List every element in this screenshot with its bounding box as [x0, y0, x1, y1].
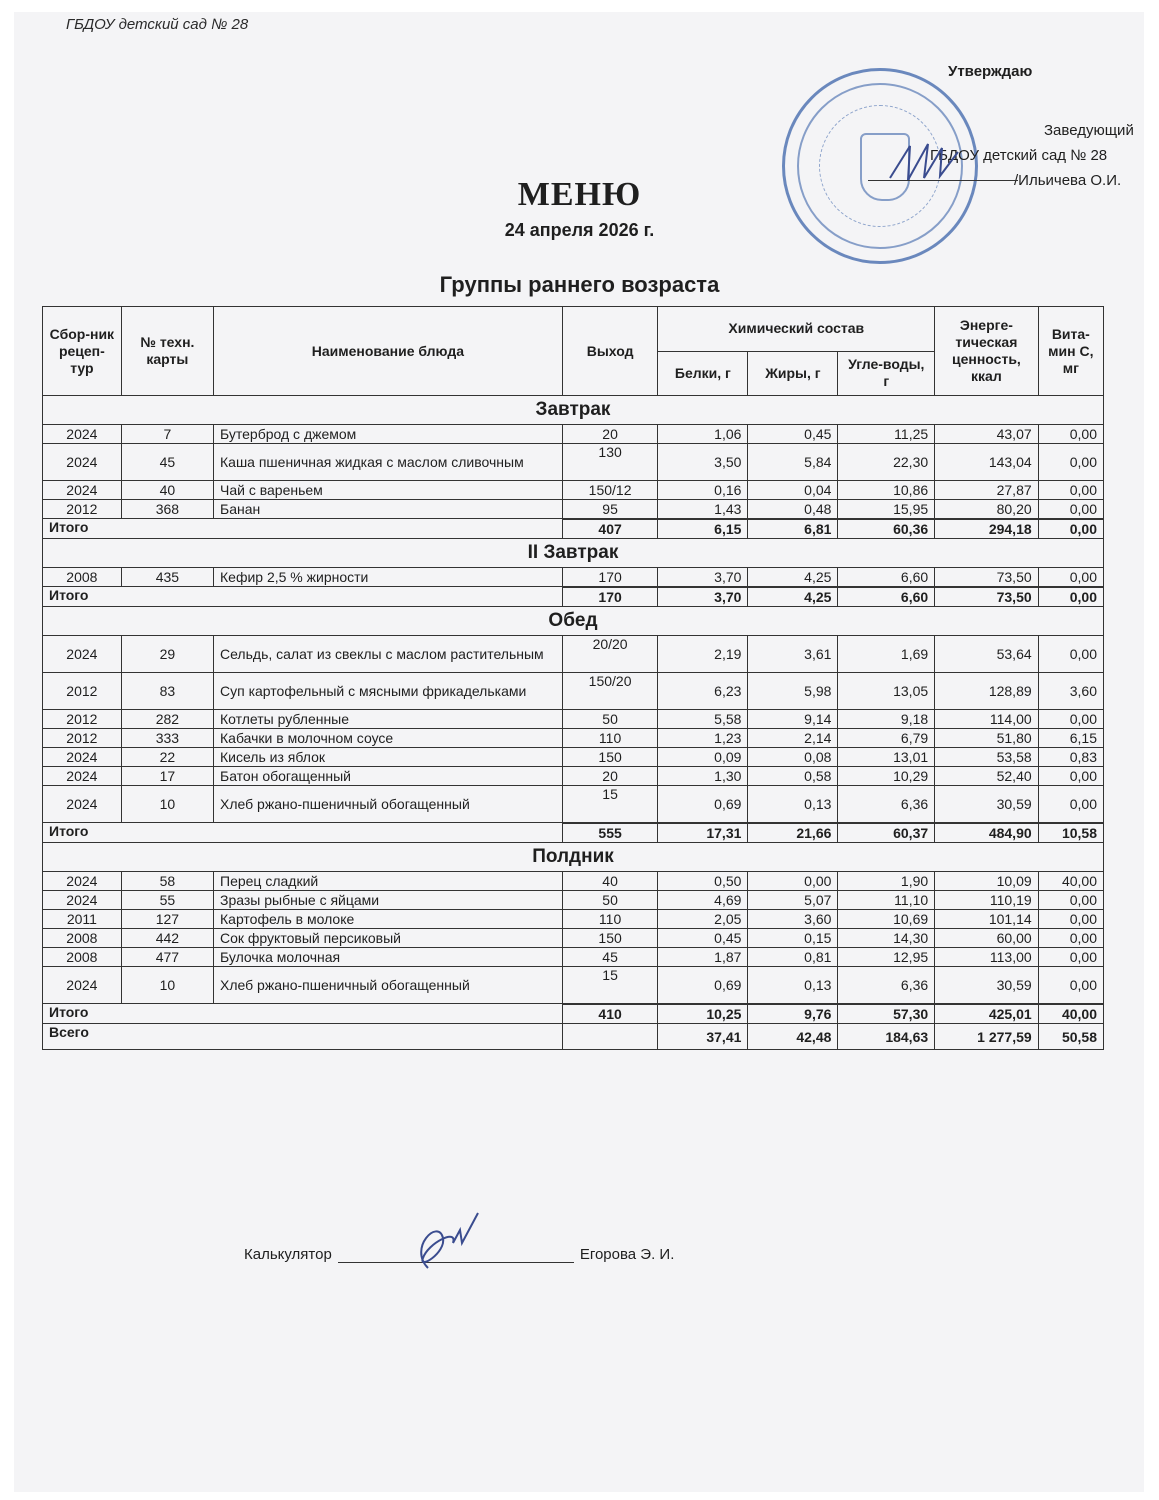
- tech-card-cell: 58: [121, 872, 213, 891]
- vitamin-c-cell: 40,00: [1038, 872, 1103, 891]
- dish-name-cell: Кефир 2,5 % жирности: [214, 568, 563, 587]
- tech-card-cell: 83: [121, 673, 213, 710]
- vitamin-c-cell: 0,00: [1038, 425, 1103, 444]
- output-cell: 95: [562, 500, 658, 519]
- total-carbs-cell: 60,36: [838, 520, 935, 539]
- vitamin-c-cell: 0,00: [1038, 481, 1103, 500]
- recipe-collection-cell: 2024: [43, 748, 122, 767]
- total-protein-cell: 17,31: [658, 824, 748, 843]
- total-protein-cell: 10,25: [658, 1005, 748, 1024]
- tech-card-cell: 45: [121, 444, 213, 481]
- tech-card-cell: 7: [121, 425, 213, 444]
- total-protein-cell: 6,15: [658, 520, 748, 539]
- protein-cell: 4,69: [658, 891, 748, 910]
- recipe-collection-cell: 2024: [43, 872, 122, 891]
- output-cell: 40: [562, 872, 658, 891]
- protein-cell: 3,70: [658, 568, 748, 587]
- meal-section-title: Завтрак: [43, 396, 1104, 425]
- total-carbs-cell: 6,60: [838, 588, 935, 607]
- recipe-collection-cell: 2012: [43, 710, 122, 729]
- subtotal-label: Итого: [43, 823, 563, 843]
- carbs-cell: 12,95: [838, 948, 935, 967]
- recipe-collection-cell: 2024: [43, 767, 122, 786]
- output-cell: 20: [562, 767, 658, 786]
- meal-section-title: Обед: [43, 607, 1104, 636]
- output-cell: 45: [562, 948, 658, 967]
- energy-cell: 101,14: [935, 910, 1039, 929]
- header-fat: Жиры, г: [748, 351, 838, 396]
- carbs-cell: 14,30: [838, 929, 935, 948]
- protein-cell: 3,50: [658, 444, 748, 481]
- output-cell: 130: [562, 444, 658, 481]
- energy-cell: 53,64: [935, 636, 1039, 673]
- protein-cell: 2,05: [658, 910, 748, 929]
- vitamin-c-cell: 0,00: [1038, 767, 1103, 786]
- carbs-cell: 10,29: [838, 767, 935, 786]
- header-vitamin-c: Вита-мин С, мг: [1038, 307, 1103, 396]
- protein-cell: 0,09: [658, 748, 748, 767]
- energy-cell: 30,59: [935, 786, 1039, 823]
- dish-name-cell: Булочка молочная: [214, 948, 563, 967]
- total-vitamin-c-cell: 10,58: [1038, 824, 1103, 843]
- carbs-cell: 22,30: [838, 444, 935, 481]
- total-energy-cell: 425,01: [935, 1005, 1039, 1024]
- dish-name-cell: Котлеты рубленные: [214, 710, 563, 729]
- output-cell: 20: [562, 425, 658, 444]
- output-cell: 20/20: [562, 636, 658, 673]
- header-tech-card: № техн. карты: [121, 307, 213, 396]
- tech-card-cell: 10: [121, 967, 213, 1004]
- dish-name-cell: Батон обогащенный: [214, 767, 563, 786]
- fat-cell: 5,07: [748, 891, 838, 910]
- fat-cell: 0,04: [748, 481, 838, 500]
- calculator-name: Егорова Э. И.: [579, 1246, 675, 1263]
- recipe-collection-cell: 2024: [43, 967, 122, 1004]
- carbs-cell: 15,95: [838, 500, 935, 519]
- output-cell: 110: [562, 910, 658, 929]
- menu-table: [42, 306, 1104, 1050]
- tech-card-cell: 10: [121, 786, 213, 823]
- energy-cell: 27,87: [935, 481, 1039, 500]
- protein-cell: 1,87: [658, 948, 748, 967]
- grand-total-fat-cell: 42,48: [748, 1024, 838, 1050]
- dish-name-cell: Хлеб ржано-пшеничный обогащенный: [214, 967, 563, 1004]
- menu-table-body: [43, 396, 1104, 1050]
- total-fat-cell: 21,66: [748, 824, 838, 843]
- recipe-collection-cell: 2024: [43, 481, 122, 500]
- carbs-cell: 6,36: [838, 786, 935, 823]
- approve-label: Утверждаю: [948, 63, 1033, 80]
- tech-card-cell: 29: [121, 636, 213, 673]
- vitamin-c-cell: 0,00: [1038, 568, 1103, 587]
- dish-name-cell: Чай с вареньем: [214, 481, 563, 500]
- recipe-collection-cell: 2024: [43, 891, 122, 910]
- total-output-cell: 410: [562, 1005, 658, 1024]
- tech-card-cell: 442: [121, 929, 213, 948]
- dish-name-cell: Банан: [214, 500, 563, 519]
- carbs-cell: 6,79: [838, 729, 935, 748]
- protein-cell: 0,50: [658, 872, 748, 891]
- energy-cell: 110,19: [935, 891, 1039, 910]
- tech-card-cell: 40: [121, 481, 213, 500]
- dish-name-cell: Кабачки в молочном соусе: [214, 729, 563, 748]
- tech-card-cell: 477: [121, 948, 213, 967]
- recipe-collection-cell: 2012: [43, 500, 122, 519]
- dish-row: [43, 748, 1104, 767]
- vitamin-c-cell: 0,00: [1038, 948, 1103, 967]
- carbs-cell: 10,86: [838, 481, 935, 500]
- output-cell: 15: [562, 786, 658, 823]
- vitamin-c-cell: 0,00: [1038, 929, 1103, 948]
- header-carbs: Угле-воды, г: [838, 351, 935, 396]
- protein-cell: 6,23: [658, 673, 748, 710]
- tech-card-cell: 282: [121, 710, 213, 729]
- energy-cell: 80,20: [935, 500, 1039, 519]
- vitamin-c-cell: 3,60: [1038, 673, 1103, 710]
- recipe-collection-cell: 2011: [43, 910, 122, 929]
- dish-row: [43, 891, 1104, 910]
- carbs-cell: 13,05: [838, 673, 935, 710]
- carbs-cell: 1,90: [838, 872, 935, 891]
- dish-row: [43, 786, 1104, 823]
- recipe-collection-cell: 2008: [43, 929, 122, 948]
- energy-cell: 52,40: [935, 767, 1039, 786]
- dish-row: [43, 673, 1104, 710]
- energy-cell: 53,58: [935, 748, 1039, 767]
- dish-row: [43, 710, 1104, 729]
- carbs-cell: 10,69: [838, 910, 935, 929]
- total-fat-cell: 6,81: [748, 520, 838, 539]
- dish-name-cell: Бутерброд с джемом: [214, 425, 563, 444]
- meal-section-row: [43, 396, 1104, 425]
- grand-total-carbs-cell: 184,63: [838, 1024, 935, 1050]
- recipe-collection-cell: 2024: [43, 636, 122, 673]
- approver-position: Заведующий: [1044, 122, 1134, 139]
- tech-card-cell: 435: [121, 568, 213, 587]
- approver-org: ГБДОУ детский сад № 28: [930, 147, 1108, 164]
- grand-total-energy-cell: 1 277,59: [935, 1024, 1039, 1050]
- dish-name-cell: Зразы рыбные с яйцами: [214, 891, 563, 910]
- meal-section-row: [43, 607, 1104, 636]
- protein-cell: 0,16: [658, 481, 748, 500]
- dish-name-cell: Сок фруктовый персиковый: [214, 929, 563, 948]
- protein-cell: 1,43: [658, 500, 748, 519]
- carbs-cell: 11,10: [838, 891, 935, 910]
- total-output-cell: 407: [562, 520, 658, 539]
- dish-name-cell: Перец сладкий: [214, 872, 563, 891]
- output-cell: 110: [562, 729, 658, 748]
- tech-card-cell: 368: [121, 500, 213, 519]
- total-energy-cell: 73,50: [935, 588, 1039, 607]
- protein-cell: 0,69: [658, 967, 748, 1004]
- subtotal-label: Итого: [43, 587, 563, 607]
- energy-cell: 30,59: [935, 967, 1039, 1004]
- meal-section-row: [43, 539, 1104, 568]
- total-protein-cell: 3,70: [658, 588, 748, 607]
- output-cell: 150: [562, 929, 658, 948]
- energy-cell: 10,09: [935, 872, 1039, 891]
- recipe-collection-cell: 2012: [43, 729, 122, 748]
- header-chemical-composition: Химический состав: [658, 307, 935, 352]
- total-carbs-cell: 60,37: [838, 824, 935, 843]
- protein-cell: 1,23: [658, 729, 748, 748]
- recipe-collection-cell: 2012: [43, 673, 122, 710]
- total-vitamin-c-cell: 0,00: [1038, 520, 1103, 539]
- vitamin-c-cell: 0,00: [1038, 891, 1103, 910]
- energy-cell: 73,50: [935, 568, 1039, 587]
- meal-section-title: II Завтрак: [43, 539, 1104, 568]
- vitamin-c-cell: 0,00: [1038, 910, 1103, 929]
- total-output-cell: 170: [562, 588, 658, 607]
- dish-row: [43, 967, 1104, 1004]
- tech-card-cell: 333: [121, 729, 213, 748]
- fat-cell: 3,60: [748, 910, 838, 929]
- dish-name-cell: Кисель из яблок: [214, 748, 563, 767]
- dish-name-cell: Сельдь, салат из свеклы с маслом растительным: [214, 636, 563, 673]
- dish-name-cell: Каша пшеничная жидкая с маслом сливочным: [214, 444, 563, 481]
- output-cell: 150/20: [562, 673, 658, 710]
- protein-cell: 1,30: [658, 767, 748, 786]
- dish-row: [43, 729, 1104, 748]
- meal-section-row: [43, 843, 1104, 872]
- subtotal-label: Итого: [43, 519, 563, 539]
- total-fat-cell: 9,76: [748, 1005, 838, 1024]
- vitamin-c-cell: 0,00: [1038, 636, 1103, 673]
- dish-name-cell: Суп картофельный с мясными фрикадельками: [214, 673, 563, 710]
- total-energy-cell: 484,90: [935, 824, 1039, 843]
- vitamin-c-cell: 0,00: [1038, 786, 1103, 823]
- dish-row: [43, 767, 1104, 786]
- total-vitamin-c-cell: 0,00: [1038, 588, 1103, 607]
- grand-total-protein-cell: 37,41: [658, 1024, 748, 1050]
- fat-cell: 0,08: [748, 748, 838, 767]
- grand-total-vitamin-c-cell: 50,58: [1038, 1024, 1103, 1050]
- dish-row: [43, 929, 1104, 948]
- header-dish-name: Наименование блюда: [214, 307, 563, 396]
- fat-cell: 0,13: [748, 967, 838, 1004]
- fat-cell: 0,81: [748, 948, 838, 967]
- recipe-collection-cell: 2024: [43, 425, 122, 444]
- approver-name: /Ильичева О.И.: [1014, 172, 1122, 189]
- tech-card-cell: 22: [121, 748, 213, 767]
- header-protein: Белки, г: [658, 351, 748, 396]
- age-group-title: Группы раннего возраста: [439, 272, 720, 297]
- output-cell: 50: [562, 710, 658, 729]
- header-collection: Сбор-ник рецеп-тур: [43, 307, 122, 396]
- carbs-cell: 6,60: [838, 568, 935, 587]
- total-carbs-cell: 57,30: [838, 1005, 935, 1024]
- calculator-signature-block: [244, 1246, 674, 1263]
- dish-row: [43, 948, 1104, 967]
- fat-cell: 4,25: [748, 568, 838, 587]
- document-date: 24 апреля 2026 г.: [504, 220, 655, 240]
- fat-cell: 5,84: [748, 444, 838, 481]
- recipe-collection-cell: 2008: [43, 948, 122, 967]
- document-title: МЕНЮ: [517, 176, 642, 213]
- dish-row: [43, 425, 1104, 444]
- meal-section-title: Полдник: [43, 843, 1104, 872]
- grand-total-label: Всего: [43, 1024, 563, 1050]
- recipe-collection-cell: 2008: [43, 568, 122, 587]
- output-cell: 170: [562, 568, 658, 587]
- vitamin-c-cell: 0,00: [1038, 967, 1103, 1004]
- total-output-cell: 555: [562, 824, 658, 843]
- vitamin-c-cell: 0,83: [1038, 748, 1103, 767]
- carbs-cell: 9,18: [838, 710, 935, 729]
- dish-name-cell: Картофель в молоке: [214, 910, 563, 929]
- protein-cell: 0,45: [658, 929, 748, 948]
- header-energy: Энерге-тическая ценность, ккал: [935, 307, 1039, 396]
- output-cell: 50: [562, 891, 658, 910]
- tech-card-cell: 17: [121, 767, 213, 786]
- calculator-role: Калькулятор: [244, 1246, 332, 1263]
- carbs-cell: 6,36: [838, 967, 935, 1004]
- fat-cell: 3,61: [748, 636, 838, 673]
- output-cell: 150/12: [562, 481, 658, 500]
- header-output: Выход: [562, 307, 658, 396]
- energy-cell: 143,04: [935, 444, 1039, 481]
- protein-cell: 2,19: [658, 636, 748, 673]
- carbs-cell: 1,69: [838, 636, 935, 673]
- carbs-cell: 13,01: [838, 748, 935, 767]
- protein-cell: 5,58: [658, 710, 748, 729]
- dish-name-cell: Хлеб ржано-пшеничный обогащенный: [214, 786, 563, 823]
- calculator-signature-icon: [398, 1208, 488, 1278]
- vitamin-c-cell: 0,00: [1038, 444, 1103, 481]
- total-energy-cell: 294,18: [935, 520, 1039, 539]
- tech-card-cell: 127: [121, 910, 213, 929]
- dish-row: [43, 636, 1104, 673]
- grand-total-row: [43, 1024, 1104, 1050]
- dish-row: [43, 500, 1104, 519]
- energy-cell: 43,07: [935, 425, 1039, 444]
- subtotal-label: Итого: [43, 1004, 563, 1024]
- fat-cell: 2,14: [748, 729, 838, 748]
- protein-cell: 0,69: [658, 786, 748, 823]
- dish-row: [43, 872, 1104, 891]
- fat-cell: 0,00: [748, 872, 838, 891]
- fat-cell: 0,13: [748, 786, 838, 823]
- energy-cell: 128,89: [935, 673, 1039, 710]
- fat-cell: 9,14: [748, 710, 838, 729]
- dish-row: [43, 444, 1104, 481]
- fat-cell: 0,48: [748, 500, 838, 519]
- calculator-signature-line: [338, 1246, 574, 1263]
- vitamin-c-cell: 0,00: [1038, 500, 1103, 519]
- protein-cell: 1,06: [658, 425, 748, 444]
- fat-cell: 5,98: [748, 673, 838, 710]
- vitamin-c-cell: 6,15: [1038, 729, 1103, 748]
- energy-cell: 113,00: [935, 948, 1039, 967]
- fat-cell: 0,45: [748, 425, 838, 444]
- recipe-collection-cell: 2024: [43, 786, 122, 823]
- dish-row: [43, 481, 1104, 500]
- recipe-collection-cell: 2024: [43, 444, 122, 481]
- fat-cell: 0,58: [748, 767, 838, 786]
- fat-cell: 0,15: [748, 929, 838, 948]
- tech-card-cell: 55: [121, 891, 213, 910]
- dish-row: [43, 910, 1104, 929]
- total-vitamin-c-cell: 40,00: [1038, 1005, 1103, 1024]
- organization-name: ГБДОУ детский сад № 28: [66, 16, 249, 33]
- carbs-cell: 11,25: [838, 425, 935, 444]
- grand-total-output-cell: [562, 1024, 658, 1050]
- output-cell: 150: [562, 748, 658, 767]
- dish-row: [43, 568, 1104, 587]
- output-cell: 15: [562, 967, 658, 1004]
- vitamin-c-cell: 0,00: [1038, 710, 1103, 729]
- energy-cell: 60,00: [935, 929, 1039, 948]
- total-fat-cell: 4,25: [748, 588, 838, 607]
- energy-cell: 114,00: [935, 710, 1039, 729]
- energy-cell: 51,80: [935, 729, 1039, 748]
